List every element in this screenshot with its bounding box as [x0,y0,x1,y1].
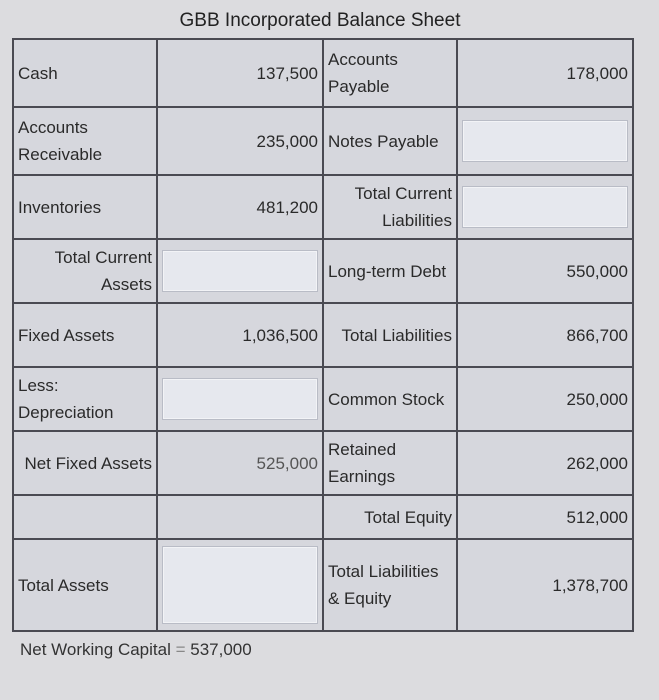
left-label [13,495,157,539]
left-label: Accounts Receivable [13,107,157,175]
left-label: Fixed Assets [13,303,157,367]
total-current-assets-cell[interactable] [157,239,323,303]
table-row [13,175,633,239]
left-value: 235,000 [157,107,323,175]
left-value: 481,200 [157,175,323,239]
net-working-capital-label: Net Working Capital [20,640,171,659]
right-label: Accounts Payable [323,39,457,107]
left-value: 525,000 [157,431,323,495]
balance-sheet-table [12,38,634,632]
page-title: GBB Incorporated Balance Sheet [179,10,461,31]
right-label: Long-term Debt [323,239,457,303]
right-value: 178,000 [457,39,633,107]
left-value: 137,500 [157,39,323,107]
right-label: Total Current Liabilities [323,175,457,239]
right-label: Notes Payable [323,107,457,175]
right-value: 550,000 [457,239,633,303]
right-label: Total Liabilities & Equity [323,539,457,631]
left-value [157,495,323,539]
equals-sign: = [175,640,186,659]
right-label: Total Equity [323,495,457,539]
total-current-liabilities-cell[interactable] [457,175,633,239]
table-row [13,303,633,367]
depreciation-input[interactable] [162,378,318,420]
right-label: Retained Earnings [323,431,457,495]
left-label: Total Current Assets [13,239,157,303]
table-row [13,431,633,495]
right-value: 1,378,700 [457,539,633,631]
table-row [13,239,633,303]
left-label: Inventories [13,175,157,239]
depreciation-cell[interactable] [157,367,323,431]
right-value: 866,700 [457,303,633,367]
table-row [13,367,633,431]
left-label: Total Assets [13,539,157,631]
left-label: Net Fixed Assets [13,431,157,495]
right-value: 250,000 [457,367,633,431]
notes-payable-input[interactable] [462,120,628,162]
total-assets-cell[interactable] [157,539,323,631]
left-value: 1,036,500 [157,303,323,367]
total-current-assets-input[interactable] [162,250,318,292]
total-current-liabilities-input[interactable] [462,186,628,228]
right-value: 262,000 [457,431,633,495]
net-working-capital-value: 537,000 [190,640,252,659]
net-working-capital [20,640,252,660]
left-label: Cash [13,39,157,107]
table-row [13,539,633,631]
notes-payable-cell[interactable] [457,107,633,175]
right-label: Common Stock [323,367,457,431]
right-value: 512,000 [457,495,633,539]
right-label: Total Liabilities [323,303,457,367]
left-label: Less: Depreciation [13,367,157,431]
total-assets-input[interactable] [162,546,318,624]
table-row [13,495,633,539]
table-row [13,107,633,175]
table-row [13,39,633,107]
